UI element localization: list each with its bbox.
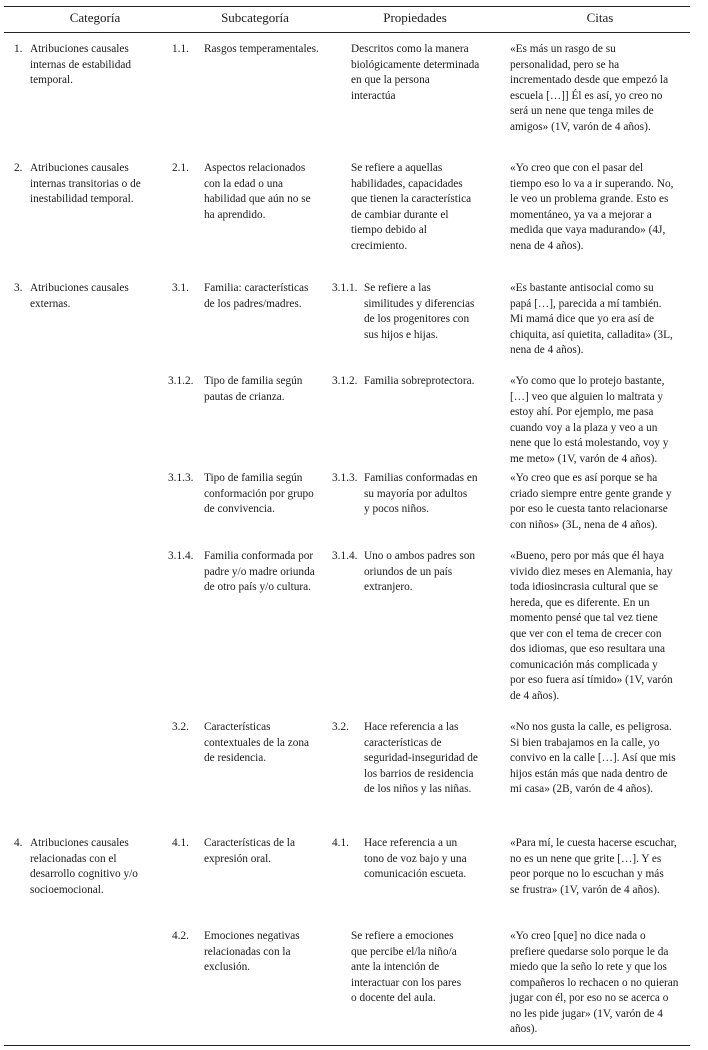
subcategory-line: padre y/o madre oriunda: [204, 565, 315, 578]
quote-line: le veo un problema grande. Esto es: [510, 193, 669, 205]
subcategory-line: Familia: características: [204, 282, 309, 294]
property-line: o docente del aula.: [351, 992, 436, 1004]
quote-line: nena de 4 años).: [510, 239, 584, 252]
quote-line: nena de 4 años).: [510, 344, 584, 356]
subcategory-line: de convivencia.: [204, 503, 275, 515]
quote-line: peor porque no lo escuchan y más: [510, 868, 664, 880]
property-line: comunicación escueta.: [364, 868, 467, 880]
quote-line: no les pide jugar» (1V, varón de 4: [510, 1007, 663, 1020]
quote-line: nene que lo está molestando, voy y: [510, 437, 669, 449]
property-number: 3.1.2.: [332, 375, 358, 387]
quote-line: «Yo creo [que] no dice nada o: [510, 930, 646, 942]
quote-line: por eso le cuesta tanto relacionarse: [510, 503, 668, 515]
property-line: habilidades, capacidades: [351, 177, 463, 190]
property-line: Uno o ambos padres son: [364, 550, 476, 562]
property-line: seguridad-inseguridad de: [364, 752, 478, 764]
quote-line: mi casa» (2B, varón de 4 años).: [510, 783, 654, 795]
property-line: Se refiere a las: [364, 282, 431, 294]
subcategory-line: Aspectos relacionados: [204, 162, 306, 174]
property-line: que tienen la característica: [351, 193, 472, 205]
property-line: su mayoría por adultos: [364, 487, 468, 500]
property-line: interactúa: [351, 89, 396, 102]
subcategory-line: Emociones negativas: [204, 930, 300, 942]
property-line: Se refiere a aquellas: [351, 162, 443, 174]
quote-line: «Para mí, le cuesta hacerse escuchar,: [510, 837, 677, 849]
subcategory-number: 2.1.: [172, 162, 189, 174]
subcategory-line: de residencia.: [204, 752, 267, 764]
quote-line: criado siempre entre gente grande y: [510, 487, 672, 500]
quote-line: dos idiomas, que eso resultara una: [510, 643, 665, 655]
subcategory-line: habilidad que aún no se: [204, 193, 311, 205]
property-line: los barrios de residencia: [364, 767, 474, 780]
subcategory-line: con la edad o una: [204, 177, 284, 190]
subcategory-line: ha aprendido.: [204, 208, 266, 221]
quote-line: tiempo eso lo va a ir superando. No,: [510, 177, 674, 190]
subcategory-line: Características: [204, 721, 271, 733]
header-propiedades: Propiedades: [383, 10, 447, 25]
header-categoria: Categoría: [69, 10, 121, 25]
quote-line: con niños» (3L, nena de 4 años).: [510, 518, 658, 531]
quote-line: «Yo creo que es así porque se ha: [510, 472, 658, 484]
property-line: oriundos de un país: [364, 565, 453, 578]
header-citas: Citas: [586, 10, 614, 25]
quote-line: momentáneo, ya va a mejorar a: [510, 208, 652, 221]
quote-line: «Yo como que lo protejo bastante,: [510, 375, 665, 387]
quote-line: jugar con él, por eso no se acerca o: [510, 992, 669, 1004]
quote-line: vivido diez meses en Alemania, hay: [510, 565, 673, 578]
category-line: socioemocional.: [30, 883, 104, 896]
property-line: biológicamente determinada: [351, 58, 480, 71]
quote-line: hereda, que es diferente. En un: [510, 596, 650, 609]
quote-line: «Yo creo que con el pasar del: [510, 162, 644, 174]
property-line: Hace referencia a un: [364, 837, 458, 849]
property-line: y pocos niños.: [364, 503, 429, 515]
category-number: 4.: [14, 837, 23, 849]
category-line: Atribuciones causales: [30, 282, 129, 294]
subcategory-line: conformación por grupo: [204, 487, 314, 500]
quote-line: no es un nene que grite […]. Y es: [510, 852, 662, 865]
quote-line: toda idiosincrasia cultural que se: [510, 581, 659, 593]
quote-line: miedo que la seño lo rete y que los: [510, 961, 667, 973]
quote-line: escuela […]] Él es así, yo creo no: [510, 89, 663, 102]
property-line: similitudes y diferencias: [364, 297, 475, 310]
property-line: tiempo debido al: [351, 224, 427, 236]
quote-line: de 4 años).: [510, 689, 560, 702]
property-number: 3.2.: [332, 721, 349, 733]
property-number: 3.1.4.: [332, 550, 358, 562]
category-line: internas transitorias o de: [30, 177, 141, 190]
subcategory-line: relacionadas con la: [204, 945, 291, 958]
top-rule: [4, 6, 690, 7]
category-line: desarrollo cognitivo y/o: [30, 868, 138, 880]
header-rule: [4, 32, 690, 33]
quote-line: medida que vaya madurando» (4J,: [510, 224, 666, 236]
category-line: inestabilidad temporal.: [30, 193, 134, 205]
property-line: Hace referencia a las: [364, 721, 459, 733]
quote-line: momento pensé que tal vez tiene: [510, 612, 658, 624]
quote-line: papá […], parecida a mí también.: [510, 297, 662, 310]
property-line: Se refiere a emociones: [351, 930, 454, 942]
property-line: que percibe el/la niño/a: [351, 945, 457, 958]
subcategory-line: Familia conformada por: [204, 550, 314, 562]
category-number: 3.: [14, 282, 23, 294]
quote-line: amigos» (1V, varón de 4 años).: [510, 120, 651, 133]
quote-line: […] veo que alguien lo maltrata y: [510, 390, 664, 403]
quote-line: años).: [510, 1023, 538, 1035]
quote-line: Si bien trabajamos en la calle, yo: [510, 736, 660, 749]
quote-line: «Es más un rasgo de su: [510, 43, 616, 55]
category-line: temporal.: [30, 74, 73, 86]
subcategory-line: expresión oral.: [204, 852, 272, 865]
quote-line: por eso fuera así tímido» (1V, varón: [510, 674, 673, 686]
category-line: Atribuciones causales: [30, 162, 129, 174]
subcategory-line: exclusión.: [204, 961, 251, 973]
category-line: relacionadas con el: [30, 852, 117, 865]
quote-line: «No nos gusta la calle, es peligrosa.: [510, 721, 672, 733]
header-subcategoria: Subcategoría: [221, 10, 289, 25]
property-line: tono de voz bajo y una: [364, 852, 467, 865]
subcategory-number: 3.1.: [172, 282, 189, 294]
property-number: 4.1.: [332, 837, 349, 849]
quote-line: «Bueno, pero por más que él haya: [510, 550, 665, 562]
quote-line: incrementado desde que empezó la: [510, 74, 669, 86]
category-number: 2.: [14, 162, 23, 174]
subcategory-line: de otro país y/o cultura.: [204, 581, 311, 593]
quote-line: me meto» (1V, varón de 4 años).: [510, 452, 658, 465]
property-line: Familias conformadas en: [364, 472, 478, 484]
quote-line: estoy ahí. Por ejemplo, me pasa: [510, 406, 654, 418]
subcategory-number: 1.1.: [172, 43, 189, 55]
property-line: interactuar con los pares: [351, 976, 462, 989]
quote-line: que ver con el tema de crecer con: [510, 627, 662, 640]
property-line: de los progenitores con: [364, 313, 470, 325]
category-number: 1.: [14, 43, 23, 55]
quote-line: Mi mamá dice que yo era así de: [510, 313, 654, 325]
subcategory-line: de los padres/madres.: [204, 297, 302, 310]
quote-line: «Es bastante antisocial como su: [510, 282, 654, 294]
quote-line: personalidad, pero se ha: [510, 58, 620, 71]
subcategory-number: 4.2.: [172, 930, 189, 942]
property-line: sus hijos e hijas.: [364, 328, 439, 341]
subcategory-number: 3.1.3.: [168, 472, 194, 484]
category-line: Atribuciones causales: [30, 43, 129, 55]
quote-line: será un nene que tenga miles de: [510, 105, 654, 117]
property-line: en que la persona: [351, 74, 430, 86]
property-line: ante la intención de: [351, 961, 440, 973]
quote-line: convivo en la calle […]. Así que mis: [510, 752, 676, 764]
quote-line: cuando voy a la plaza y veo a un: [510, 421, 658, 434]
subcategory-line: Características de la: [204, 837, 295, 849]
property-number: 3.1.1.: [332, 282, 358, 294]
subcategory-line: Tipo de familia según: [204, 472, 303, 484]
quote-line: prefiere quedarse solo porque le da: [510, 945, 669, 958]
subcategory-number: 3.1.4.: [168, 550, 194, 562]
property-line: de los niños y las niñas.: [364, 783, 472, 795]
property-line: Familia sobreprotectora.: [364, 375, 475, 387]
subcategory-number: 4.1.: [172, 837, 189, 849]
category-line: Atribuciones causales: [30, 837, 129, 849]
quote-line: se frustra» (1V, varón de 4 años).: [510, 883, 660, 896]
subcategory-line: Tipo de familia según: [204, 375, 303, 387]
property-line: características de: [364, 736, 442, 749]
subcategory-number: 3.1.2.: [168, 375, 194, 387]
subcategory-line: contextuales de la zona: [204, 736, 310, 749]
property-number: 3.1.3.: [332, 472, 358, 484]
category-line: internas de estabilidad: [30, 58, 132, 71]
quote-line: compañeros lo rechacen o no quieran: [510, 976, 679, 989]
quote-line: hijos están más que nada dentro de: [510, 767, 668, 780]
property-line: crecimiento.: [351, 239, 408, 252]
bottom-rule: [4, 1045, 690, 1046]
property-line: de cambiar durante el: [351, 208, 449, 221]
property-line: Descritos como la manera: [351, 43, 469, 55]
property-line: extranjero.: [364, 581, 413, 593]
subcategory-line: pautas de crianza.: [204, 390, 285, 403]
subcategory-number: 3.2.: [172, 721, 189, 733]
quote-line: comunicación más complicada y: [510, 658, 658, 671]
category-line: externas.: [30, 297, 71, 310]
quote-line: chiquita, así quietita, calladita» (3L,: [510, 328, 673, 341]
subcategory-line: Rasgos temperamentales.: [204, 43, 319, 55]
